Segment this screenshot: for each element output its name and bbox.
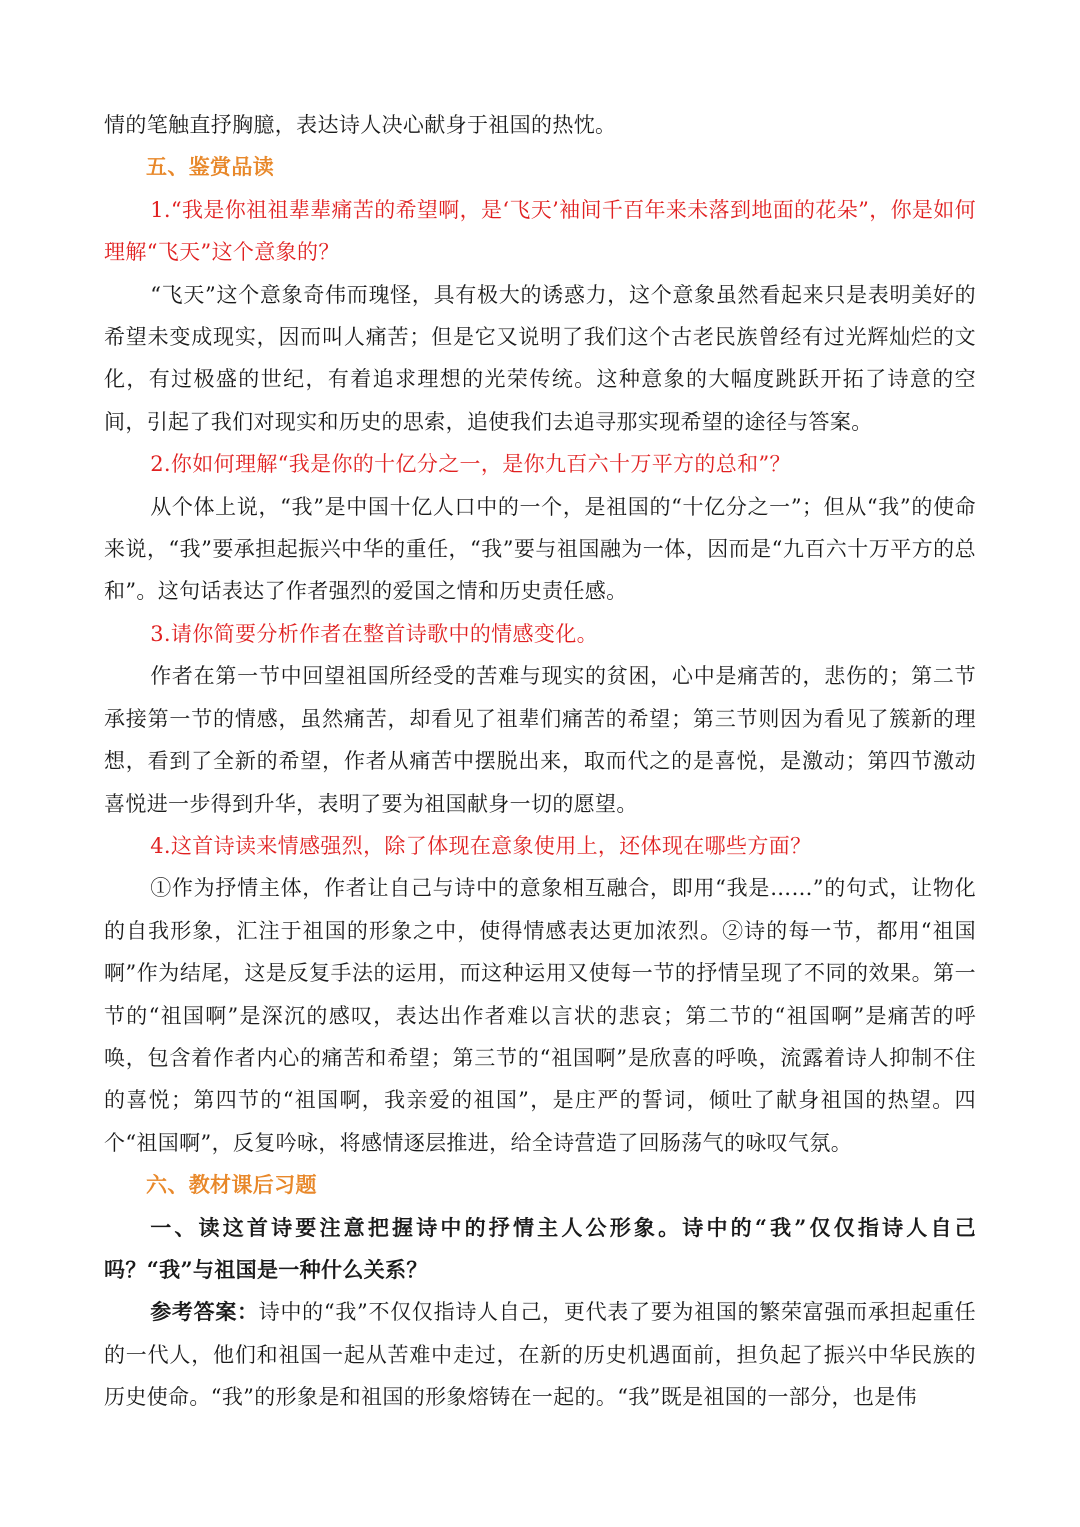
answer-2: 从个体上说，“我”是中国十亿人口中的一个，是祖国的“十亿分之一”；但从“我”的使命来说，“我”要承担起振兴中华的重任，“我”要与祖国融为一体，因而是“九百六十万平方的总和”。这句话表达了作者强烈的爱国之情和历史责任感。 <box>104 494 976 604</box>
answer-3: 作者在第一节中回望祖国所经受的苦难与现实的贫困，心中是痛苦的，悲伤的；第二节承接第一节的情感，虽然痛苦，却看见了祖辈们痛苦的希望；第三节则因为看见了簇新的理想，看到了全新的希望，作者从痛苦中摆脱出来，取而代之的是喜悦，是激动；第四节激动喜悦进一步得到升华，表明了要为祖国献身一切的愿望。 <box>104 664 976 816</box>
answer-4: ①作为抒情主体，作者让自己与诗中的意象相互融合，即用“我是……”的句式，让物化的自我形象，汇注于祖国的形象之中，使得情感表达更加浓烈。②诗的每一节，都用“祖国啊”作为结尾，这是反复手法的运用，而这种运用又使每一节的抒情呈现了不同的效果。第一节的“祖国啊”是深沉的感叹，表达出作者难以言状的悲哀；第二节的“祖国啊”是痛苦的呼唤，包含着作者内心的痛苦和希望；第三节的“祖国啊”是欣喜的呼唤，流露着诗人抑制不住的喜悦；第四节的“祖国啊，我亲爱的祖国”，是庄严的誓词，倾吐了献身祖国的热望。四个“祖国啊”，反复吟咏，将感情逐层推进，给全诗营造了回肠荡气的咏叹气氛。 <box>104 876 976 1155</box>
section-6-title: 六、教材课后习题 <box>146 1172 317 1198</box>
exercise-question-1: 一、读这首诗要注意把握诗中的抒情主人公形象。诗中的“我”仅仅指诗人自己吗？“我”与祖国是一种什么关系？ <box>104 1214 976 1282</box>
question-1: 1.“我是你祖祖辈辈痛苦的希望啊，是‘飞天’袖间千百年来未落到地面的花朵”，你是如何理解“飞天”这个意象的？ <box>104 197 976 265</box>
question-2: 2.你如何理解“我是你的十亿分之一，是你九百六十万平方的总和”？ <box>150 452 791 477</box>
question-4: 4.这首诗读来情感强烈，除了体现在意象使用上，还体现在哪些方面？ <box>150 833 812 858</box>
answer-text: 诗中的“我”不仅仅指诗人自己，更代表了要为祖国的繁荣富强而承担起重任的一代人，他们和祖国一起从苦难中走过，在新的历史机遇面前，担负起了振兴中华民族的历史使命。“我”的形象是和祖国的形象熔铸在一起的。“我”既是祖国的一部分，也是伟 <box>104 1300 977 1410</box>
section-5-title: 五、鉴赏品读 <box>146 154 275 180</box>
question-3: 3.请你简要分析作者在整首诗歌中的情感变化。 <box>150 621 598 646</box>
intro-paragraph-tail: 情的笔触直抒胸臆，表达诗人决心献身于祖国的热忱。 <box>104 113 617 137</box>
answer-1: “飞天”这个意象奇伟而瑰怪，具有极大的诱惑力，这个意象虽然看起来只是表明美好的希望未变成现实，因而叫人痛苦；但是它又说明了我们这个古老民族曾经有过光辉灿烂的文化，有过极盛的世纪，有着追求理想的光荣传统。这种意象的大幅度跳跃开拓了诗意的空间，引起了我们对现实和历史的思索，追使我们去追寻那实现希望的途径与答案。 <box>104 282 976 434</box>
document-page <box>104 104 976 1419</box>
exercise-answer-1 <box>104 1291 976 1418</box>
answer-label: 参考答案： <box>150 1299 259 1325</box>
